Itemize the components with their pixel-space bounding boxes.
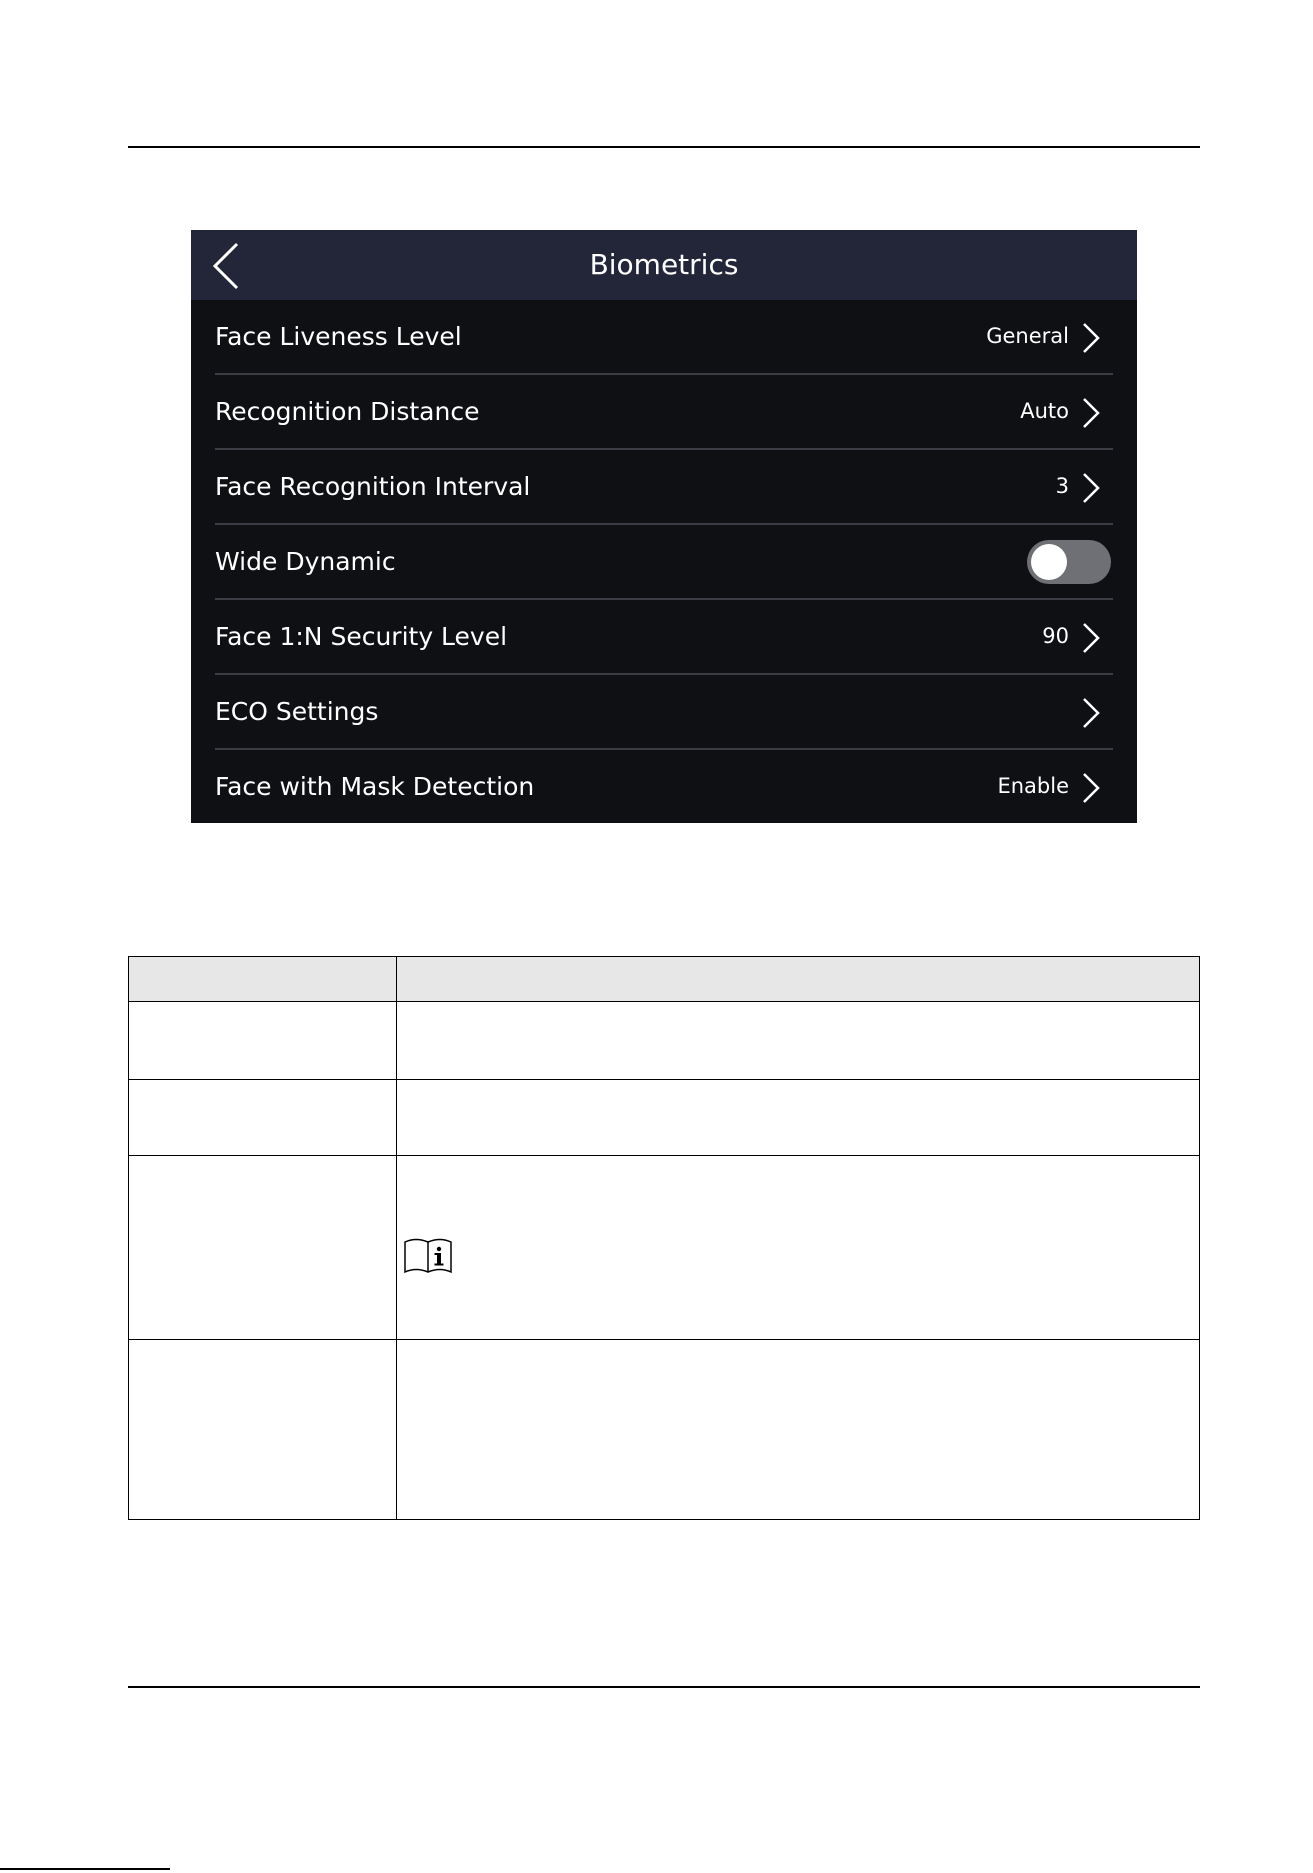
table-cell [129, 1002, 397, 1080]
setting-label: Face with Mask Detection [215, 772, 535, 801]
biometrics-screen-screenshot [191, 230, 1137, 823]
footer-rule [128, 1686, 1200, 1688]
setting-label: Face Recognition Interval [215, 472, 531, 501]
table-cell [129, 1156, 397, 1340]
title-bar [191, 230, 1137, 300]
setting-row-face-1n-security-level[interactable] [215, 600, 1113, 675]
chevron-right-icon [1081, 772, 1101, 804]
screen-title: Biometrics [589, 248, 739, 281]
setting-row-face-with-mask-detection[interactable] [215, 750, 1113, 823]
setting-value: Enable [997, 774, 1069, 798]
toggle-knob [1031, 544, 1067, 580]
setting-value: General [986, 324, 1069, 348]
note-book-icon [402, 1236, 454, 1274]
setting-value: Auto [1020, 399, 1069, 423]
parameter-table [128, 956, 1200, 1520]
table-cell [397, 1156, 1200, 1340]
setting-row-face-recognition-interval[interactable] [215, 450, 1113, 525]
table-header-row [129, 957, 1200, 1002]
table-row [129, 1080, 1200, 1156]
table-row [129, 1340, 1200, 1520]
chevron-right-icon [1081, 472, 1101, 504]
table-cell [129, 1340, 397, 1520]
setting-row-wide-dynamic [215, 525, 1113, 600]
chevron-right-icon [1081, 697, 1101, 729]
table-cell [397, 1080, 1200, 1156]
setting-label: Face 1:N Security Level [215, 622, 508, 651]
setting-row-eco-settings[interactable] [215, 675, 1113, 750]
wide-dynamic-toggle[interactable] [1027, 540, 1111, 584]
chevron-left-icon [211, 242, 247, 290]
setting-label: Wide Dynamic [215, 547, 396, 576]
setting-label: Recognition Distance [215, 397, 480, 426]
setting-label: Face Liveness Level [215, 322, 462, 351]
chevron-right-icon [1081, 397, 1101, 429]
setting-value: 90 [1042, 624, 1069, 648]
setting-row-recognition-distance[interactable] [215, 375, 1113, 450]
header-rule [128, 146, 1200, 148]
table-row [129, 1156, 1200, 1340]
chevron-right-icon [1081, 322, 1101, 354]
chevron-right-icon [1081, 622, 1101, 654]
setting-row-face-liveness-level[interactable] [215, 300, 1113, 375]
table-row [129, 1002, 1200, 1080]
setting-value: 3 [1055, 474, 1069, 498]
table-header-cell [129, 957, 397, 1002]
table-header-cell [397, 957, 1200, 1002]
footer-strip [0, 1868, 170, 1870]
setting-label: ECO Settings [215, 697, 379, 726]
table-cell [397, 1002, 1200, 1080]
table-cell [397, 1340, 1200, 1520]
settings-list [215, 300, 1113, 823]
back-button[interactable] [211, 242, 247, 290]
table-cell [129, 1080, 397, 1156]
